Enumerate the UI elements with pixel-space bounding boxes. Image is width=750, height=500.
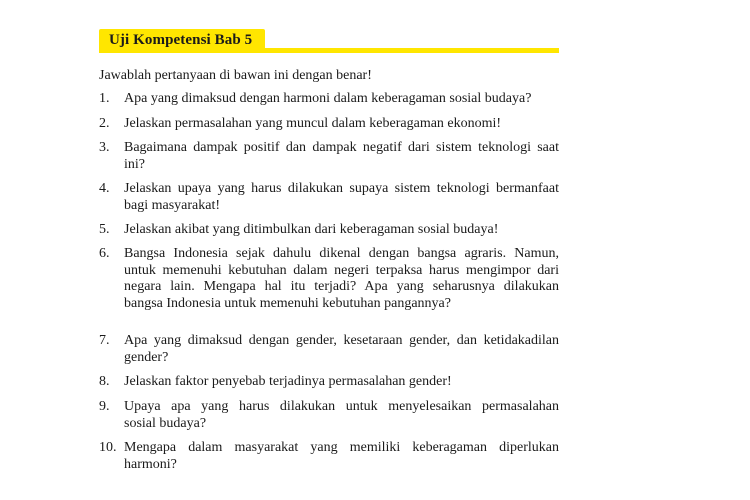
question-text-line: ini? bbox=[124, 156, 145, 172]
question-text-line: bangsa Indonesia untuk memenuhi kebutuhan pangannya? bbox=[124, 295, 451, 311]
question-item bbox=[99, 140, 559, 173]
question-text-line: Jelaskan akibat yang ditimbulkan dari keberagaman sosial budaya! bbox=[124, 222, 499, 237]
question-number: 8. bbox=[99, 374, 110, 389]
question-number: 9. bbox=[99, 399, 110, 414]
question-text-line: negara lain. Mengapa hal itu terjadi? Apa yang seharusnya dilakukan bbox=[124, 279, 559, 294]
question-item bbox=[99, 333, 559, 366]
question-item bbox=[99, 222, 559, 239]
question-text-line: Apa yang dimaksud dengan harmoni dalam keberagaman sosial budaya? bbox=[124, 91, 532, 106]
question-text-line: harmoni? bbox=[124, 456, 177, 472]
question-item bbox=[99, 246, 559, 312]
section-title-underline bbox=[99, 48, 559, 53]
question-item bbox=[99, 440, 559, 473]
question-number: 6. bbox=[99, 246, 110, 261]
section-title: Uji Kompetensi Bab 5 bbox=[109, 32, 253, 48]
question-text-line: sosial budaya? bbox=[124, 415, 207, 431]
question-text-line: Bangsa Indonesia sejak dahulu dikenal dengan bangsa agraris. Namun, bbox=[124, 246, 559, 261]
question-text-line: Apa yang dimaksud dengan gender, kesetaraan gender, dan ketidakadilan bbox=[124, 333, 559, 348]
question-text-line: gender? bbox=[124, 349, 169, 365]
question-text-line: Jelaskan permasalahan yang muncul dalam keberagaman ekonomi! bbox=[124, 116, 502, 131]
question-item bbox=[99, 374, 559, 391]
question-number: 4. bbox=[99, 181, 110, 196]
question-number: 2. bbox=[99, 116, 110, 131]
question-text-line: bagi masyarakat! bbox=[124, 197, 221, 213]
question-item bbox=[99, 399, 559, 432]
question-item bbox=[99, 181, 559, 214]
question-number: 5. bbox=[99, 222, 110, 237]
question-number: 10. bbox=[99, 440, 117, 455]
question-number: 3. bbox=[99, 140, 110, 155]
question-number: 7. bbox=[99, 333, 110, 348]
question-text-line: Bagaimana dampak positif dan dampak negatif dari sistem teknologi saat bbox=[124, 140, 559, 155]
question-number: 1. bbox=[99, 91, 110, 106]
question-text-line: Jelaskan upaya yang harus dilakukan supaya sistem teknologi bermanfaat bbox=[124, 181, 559, 196]
question-item bbox=[99, 116, 559, 133]
question-text-line: Mengapa dalam masyarakat yang memiliki keberagaman diperlukan bbox=[124, 440, 559, 455]
instructions-text: Jawablah pertanyaan di bawan ini dengan benar! bbox=[99, 68, 372, 83]
question-text-line: untuk memenuhi kebutuhan dalam negeri terpaksa harus mengimpor dari bbox=[124, 262, 559, 278]
question-item bbox=[99, 91, 559, 108]
question-text-line: Upaya apa yang harus dilakukan untuk menyelesaikan permasalahan bbox=[124, 399, 559, 414]
question-text-line: Jelaskan faktor penyebab terjadinya permasalahan gender! bbox=[124, 374, 452, 389]
